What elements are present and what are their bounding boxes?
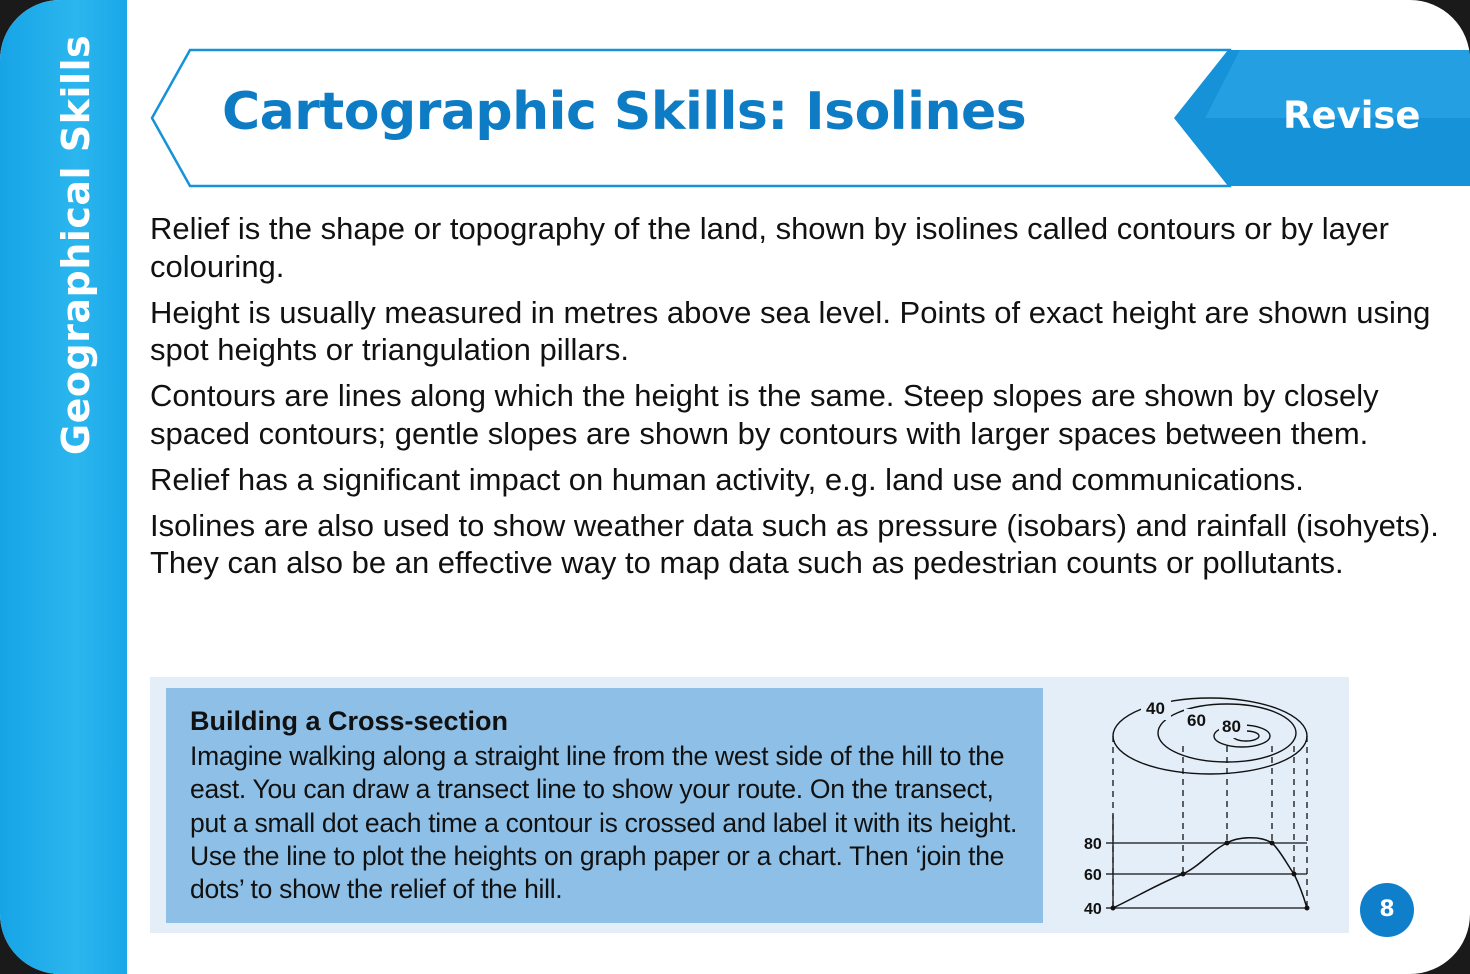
page-title: Cartographic Skills: Isolines [222, 82, 1027, 142]
contour-label: 80 [1222, 717, 1241, 736]
page-number: 8 [1360, 883, 1414, 937]
paragraph: Isolines are also used to show weather data such as pressure (isobars) and rainfall (isohyets). They can also be an effective way to map data such as pedestrian counts or pollutants. [150, 507, 1439, 580]
body-text [150, 210, 1440, 590]
contour-label: 40 [1146, 699, 1165, 718]
axis-label: 60 [1084, 867, 1102, 884]
axis-label: 80 [1084, 836, 1102, 853]
info-box-title: Building a Cross-section [190, 706, 509, 736]
info-box [166, 688, 1043, 923]
profile-line [1113, 838, 1307, 908]
paragraph: Relief has a significant impact on human activity, e.g. land use and communications. [150, 461, 1304, 497]
paragraph: Relief is the shape or topography of the land, shown by isolines called contours or by layer colouring. [150, 211, 1389, 284]
paragraph: Height is usually measured in metres above sea level. Points of exact height are shown using spot heights or triangulation pillars. [150, 294, 1431, 367]
revise-badge: Revise [1283, 94, 1421, 137]
contour-label: 60 [1187, 711, 1206, 730]
info-box-text: Imagine walking along a straight line from the west side of the hill to the east. You can draw a transect line to show your route. On the transect, put a small dot each time a contour is crossed and label it with its height. Use the line to plot the heights on graph paper or a chart. Then ‘join the dots’ to show the relief of the hill. [190, 741, 1018, 905]
section-label: Geographical Skills [54, 34, 98, 456]
cross-section-diagram [1070, 690, 1330, 930]
paragraph: Contours are lines along which the height is the same. Steep slopes are shown by closely spaced contours; gentle slopes are shown by contours with larger spaces between them. [150, 378, 1379, 451]
axis-label: 40 [1084, 901, 1102, 918]
